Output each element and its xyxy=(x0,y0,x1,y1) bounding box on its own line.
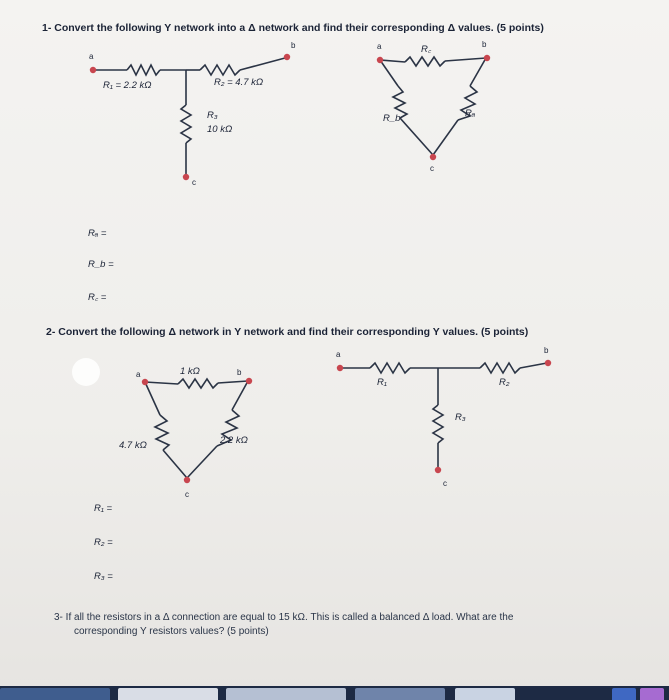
light-glare xyxy=(72,358,100,386)
q1-y-terminal-b xyxy=(284,54,290,60)
taskbar-tab-3 xyxy=(226,688,346,700)
q2-title: 2- Convert the following Δ network in Y network and find their corresponding Y values. (5 points) xyxy=(46,326,529,338)
q1-ra-label: Rₐ xyxy=(465,108,476,119)
taskbar-tab-2 xyxy=(118,688,218,700)
q1-r1-label: R₁ = 2.2 kΩ xyxy=(103,80,152,91)
q1-y-node-b: b xyxy=(291,41,296,50)
q2-y-node-a: a xyxy=(336,350,341,359)
q1-answer-ra: Rₐ = xyxy=(88,228,107,239)
q2-answer-r3: R₃ = xyxy=(94,571,113,582)
q2-delta-terminal-c xyxy=(184,477,190,483)
q3-text xyxy=(54,611,646,639)
q2-y-node-c: c xyxy=(443,479,447,488)
q1-y-node-c: c xyxy=(192,178,196,187)
q1-r3-resistor xyxy=(181,105,191,143)
q1-delta-terminal-a xyxy=(377,57,383,63)
q2-y-network xyxy=(340,363,547,468)
q2-top-resistor xyxy=(178,379,218,388)
q1-r2-resistor xyxy=(200,65,240,75)
q2-r1-resistor xyxy=(370,363,410,373)
q2-y-node-b: b xyxy=(544,346,549,355)
q2-left-resistor-label: 4.7 kΩ xyxy=(119,440,147,451)
q2-answer-r1: R₁ = xyxy=(94,503,113,514)
q1-title: 1- Convert the following Y network into a Δ network and find their corresponding Δ values. (5 points) xyxy=(42,22,544,34)
q2-y-terminal-a xyxy=(337,365,343,371)
q1-delta-terminal-c xyxy=(430,154,436,160)
q2-r2-label: R₂ xyxy=(499,377,510,388)
q3-line-2: corresponding Y resistors values? (5 points) xyxy=(74,626,269,637)
q2-r1-label: R₁ xyxy=(377,377,387,388)
q2-r3-resistor xyxy=(433,405,443,443)
q1-delta-node-b: b xyxy=(482,40,487,49)
q1-y-terminal-a xyxy=(90,67,96,73)
q2-y-terminal-c xyxy=(435,467,441,473)
q2-delta-node-c: c xyxy=(185,490,189,499)
q1-r3-name: R₃ xyxy=(207,110,218,121)
q1-y-network xyxy=(93,58,285,175)
q1-answer-rb: R_b = xyxy=(88,259,114,270)
q1-delta-node-a: a xyxy=(377,42,382,51)
q3-line-1: 3- If all the resistors in a Δ connection are equal to 15 kΩ. This is called a balanced Δ load. What are the xyxy=(54,612,514,623)
q2-left-resistor xyxy=(155,415,169,450)
taskbar-icon-2 xyxy=(640,688,664,700)
taskbar-icon-1 xyxy=(612,688,636,700)
q2-delta-network xyxy=(145,379,248,478)
q2-delta-terminal-b xyxy=(246,378,252,384)
q2-r2-resistor xyxy=(480,363,520,373)
q1-answer-rc: R꜀ = xyxy=(88,292,107,303)
taskbar-tab-4 xyxy=(355,688,445,700)
q2-top-resistor-label: 1 kΩ xyxy=(180,366,200,377)
q1-rc-resistor xyxy=(405,57,445,66)
q1-r2-label: R₂ = 4.7 kΩ xyxy=(214,77,264,88)
q1-y-terminal-c xyxy=(183,174,189,180)
q1-rc-label: R꜀ xyxy=(421,44,432,55)
q1-delta-network xyxy=(380,57,486,155)
q2-right-resistor-label: 2.2 kΩ xyxy=(220,435,248,446)
q1-y-node-a: a xyxy=(89,52,94,61)
q2-r3-label: R₃ xyxy=(455,412,466,423)
q2-answer-r2: R₂ = xyxy=(94,537,113,548)
taskbar-tab-1 xyxy=(0,688,110,700)
q1-r3-value: 10 kΩ xyxy=(207,124,233,135)
q2-delta-node-b: b xyxy=(237,368,242,377)
q2-delta-node-a: a xyxy=(136,370,141,379)
q1-r1-resistor xyxy=(127,65,160,75)
q1-delta-node-c: c xyxy=(430,164,434,173)
q1-delta-terminal-b xyxy=(484,55,490,61)
q2-y-terminal-b xyxy=(545,360,551,366)
q2-delta-terminal-a xyxy=(142,379,148,385)
taskbar-tab-5 xyxy=(455,688,515,700)
q1-rb-label: R_b xyxy=(383,113,401,124)
